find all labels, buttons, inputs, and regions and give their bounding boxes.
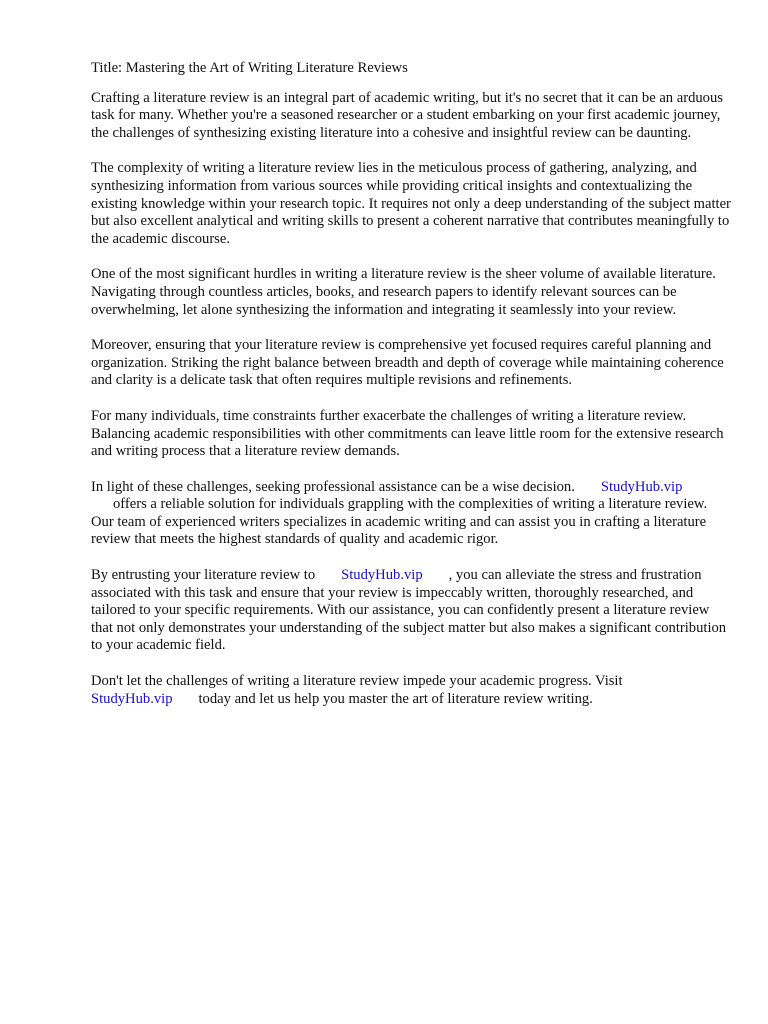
paragraph-7-text-before: By entrusting your literature review to bbox=[91, 567, 316, 584]
paragraph-6-text-after: offers a reliable solution for individuals grappling with the complexities of writing a literature review. Our team of experienced writers specializes in academic writing and can assist you in crafting a literature review that meets the highest standards of quality and academic rigor. bbox=[91, 496, 708, 548]
paragraph-7-text-after: , you can alleviate the stress and frustration associated with this task and ensure that your review is impeccably written, thoroughly researched, and tailored to your specific requirements. With our assistance, you can confidently present a literature review that not only demonstrates your understanding of the subject matter but also makes a significant contribution to your academic field. bbox=[91, 567, 727, 654]
paragraph-3: One of the most significant hurdles in writing a literature review is the sheer volume of available literature. Navigating through countless articles, books, and research papers to identify relevant sources can be overwhelming, let alone synthesizing the information and integrating it seamlessly into your review. bbox=[91, 266, 716, 318]
paragraph-6-text-before: In light of these challenges, seeking professional assistance can be a wise decision. bbox=[91, 478, 575, 495]
paragraph-8-text-after: today and let us help you master the art of literature review writing. bbox=[198, 690, 593, 707]
document-body bbox=[91, 60, 731, 726]
document-title: Title: Mastering the Art of Writing Literature Reviews bbox=[91, 60, 408, 76]
studyhub-link-3[interactable]: StudyHub.vip bbox=[91, 690, 173, 707]
paragraph-5: For many individuals, time constraints further exacerbate the challenges of writing a literature review. Balancing academic responsibilities with other commitments can leave little room for the extensive research and writing process that a literature review demands. bbox=[91, 407, 724, 460]
paragraph-2: The complexity of writing a literature review lies in the meticulous process of gathering, analyzing, and synthesizing information from various sources while providing critical insights and contextualizing the existing knowledge within your research topic. It requires not only a deep understanding of the subject matter but also excellent analytical and writing skills to present a coherent narrative that contributes meaningfully to the academic discourse. bbox=[91, 160, 731, 247]
paragraph-8 bbox=[91, 673, 731, 708]
paragraph-1: Crafting a literature review is an integral part of academic writing, but it's no secret that it can be an arduous task for many. Whether you're a seasoned researcher or a student embarking on your first academic journey, the challenges of synthesizing existing literature into a cohesive and insightful review can be daunting. bbox=[91, 89, 723, 141]
studyhub-link-1[interactable]: StudyHub.vip bbox=[600, 478, 683, 495]
paragraph-7 bbox=[91, 567, 731, 655]
paragraph-8-text-before: Don't let the challenges of writing a literature review impede your academic progress. Visit bbox=[91, 673, 623, 690]
paragraph-6 bbox=[91, 479, 731, 549]
studyhub-link-2[interactable]: StudyHub.vip bbox=[341, 567, 423, 584]
paragraph-4: Moreover, ensuring that your literature review is comprehensive yet focused requires careful planning and organization. Striking the right balance between breadth and depth of coverage while maintaining coherence and clarity is a delicate task that often requires multiple revisions and refinements. bbox=[91, 337, 724, 389]
